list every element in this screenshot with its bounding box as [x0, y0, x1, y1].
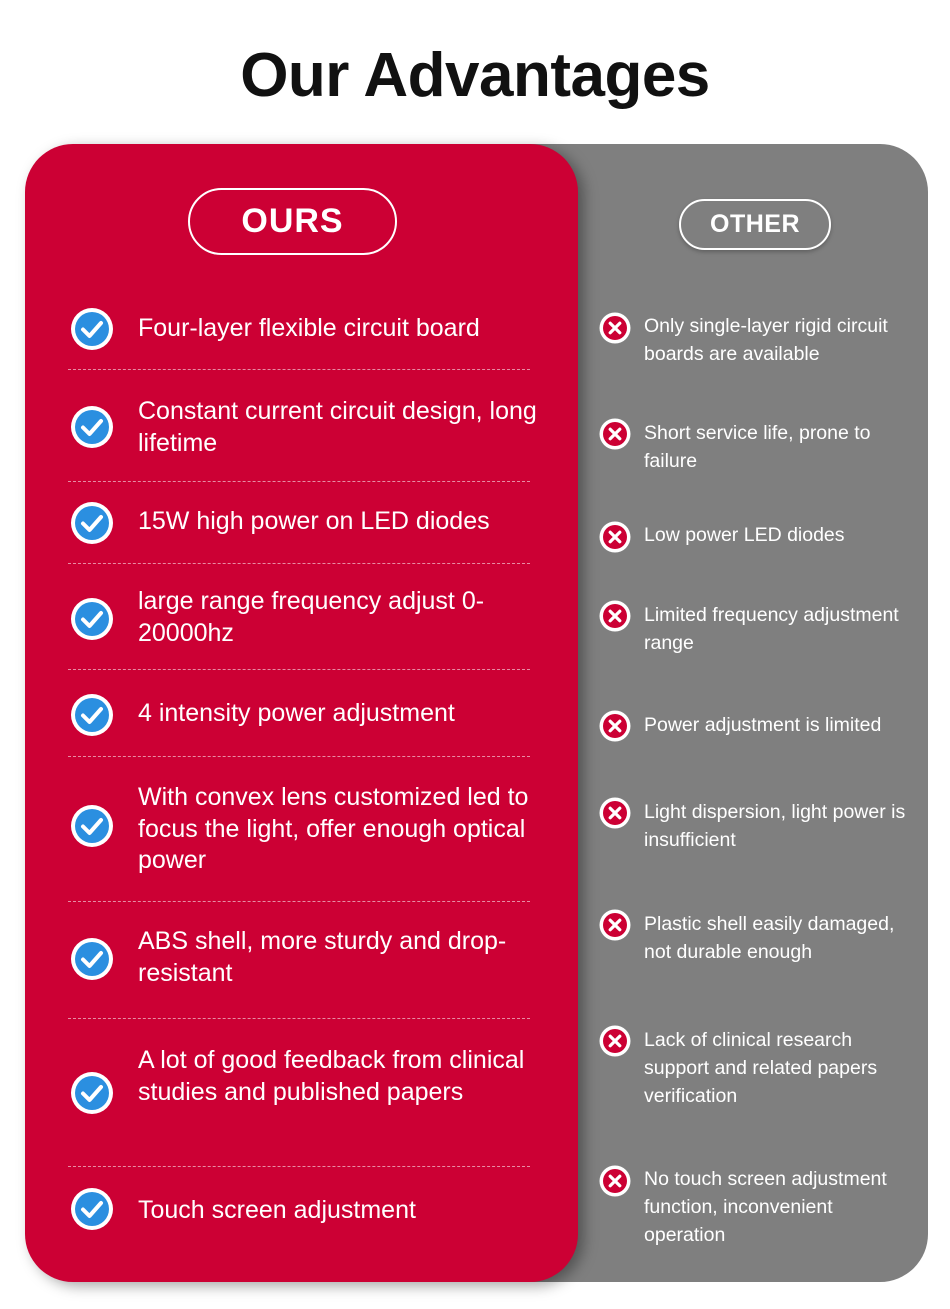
- ours-item-text: large range frequency adjust 0-20000hz: [138, 587, 485, 647]
- page-title: Our Advantages: [240, 41, 710, 110]
- x-circle-icon: [599, 1025, 631, 1057]
- check-circle-icon: [70, 1187, 114, 1231]
- check-circle-icon: [70, 501, 114, 545]
- divider: [68, 369, 530, 370]
- other-item-text: Lack of clinical research support and related papers verification: [644, 1029, 878, 1107]
- x-circle-icon: [599, 909, 631, 941]
- other-item-text: Limited frequency adjustment range: [644, 604, 899, 654]
- ours-label-pill: OURS: [188, 188, 397, 255]
- check-circle-icon: [70, 597, 114, 641]
- divider: [68, 563, 530, 564]
- ours-item-text: ABS shell, more sturdy and drop-resistant: [138, 927, 507, 987]
- check-circle-icon: [70, 804, 114, 848]
- ours-item-text: A lot of good feedback from clinical studies and published papers: [138, 1046, 525, 1106]
- x-circle-icon: [599, 312, 631, 344]
- ours-item-text: Four-layer flexible circuit board: [138, 314, 480, 342]
- x-circle-icon: [599, 797, 631, 829]
- check-circle-icon: [70, 693, 114, 737]
- other-item-text: Light dispersion, light power is insufficient: [644, 801, 906, 851]
- other-item-text: Power adjustment is limited: [644, 714, 882, 736]
- x-circle-icon: [599, 1165, 631, 1197]
- divider: [68, 901, 530, 902]
- ours-item-text: With convex lens customized led to focus the light, offer enough optical power: [138, 783, 529, 874]
- x-circle-icon: [599, 521, 631, 553]
- divider: [68, 1018, 530, 1019]
- ours-item-text: 15W high power on LED diodes: [138, 507, 490, 535]
- other-item-text: Plastic shell easily damaged, not durable enough: [644, 913, 895, 963]
- divider: [68, 756, 530, 757]
- x-circle-icon: [599, 710, 631, 742]
- ours-item-text: 4 intensity power adjustment: [138, 699, 455, 727]
- other-item-text: No touch screen adjustment function, inconvenient operation: [644, 1168, 887, 1246]
- check-circle-icon: [70, 1071, 114, 1115]
- other-label-pill: OTHER: [679, 199, 831, 250]
- x-circle-icon: [599, 600, 631, 632]
- other-item-text: Only single-layer rigid circuit boards are available: [644, 315, 888, 365]
- other-item-text: Low power LED diodes: [644, 524, 845, 546]
- check-circle-icon: [70, 405, 114, 449]
- divider: [68, 1166, 530, 1167]
- divider: [68, 481, 530, 482]
- ours-item-text: Constant current circuit design, long lifetime: [138, 397, 537, 457]
- x-circle-icon: [599, 418, 631, 450]
- check-circle-icon: [70, 937, 114, 981]
- check-circle-icon: [70, 307, 114, 351]
- other-item-text: Short service life, prone to failure: [644, 422, 871, 472]
- divider: [68, 669, 530, 670]
- ours-item-text: Touch screen adjustment: [138, 1196, 416, 1224]
